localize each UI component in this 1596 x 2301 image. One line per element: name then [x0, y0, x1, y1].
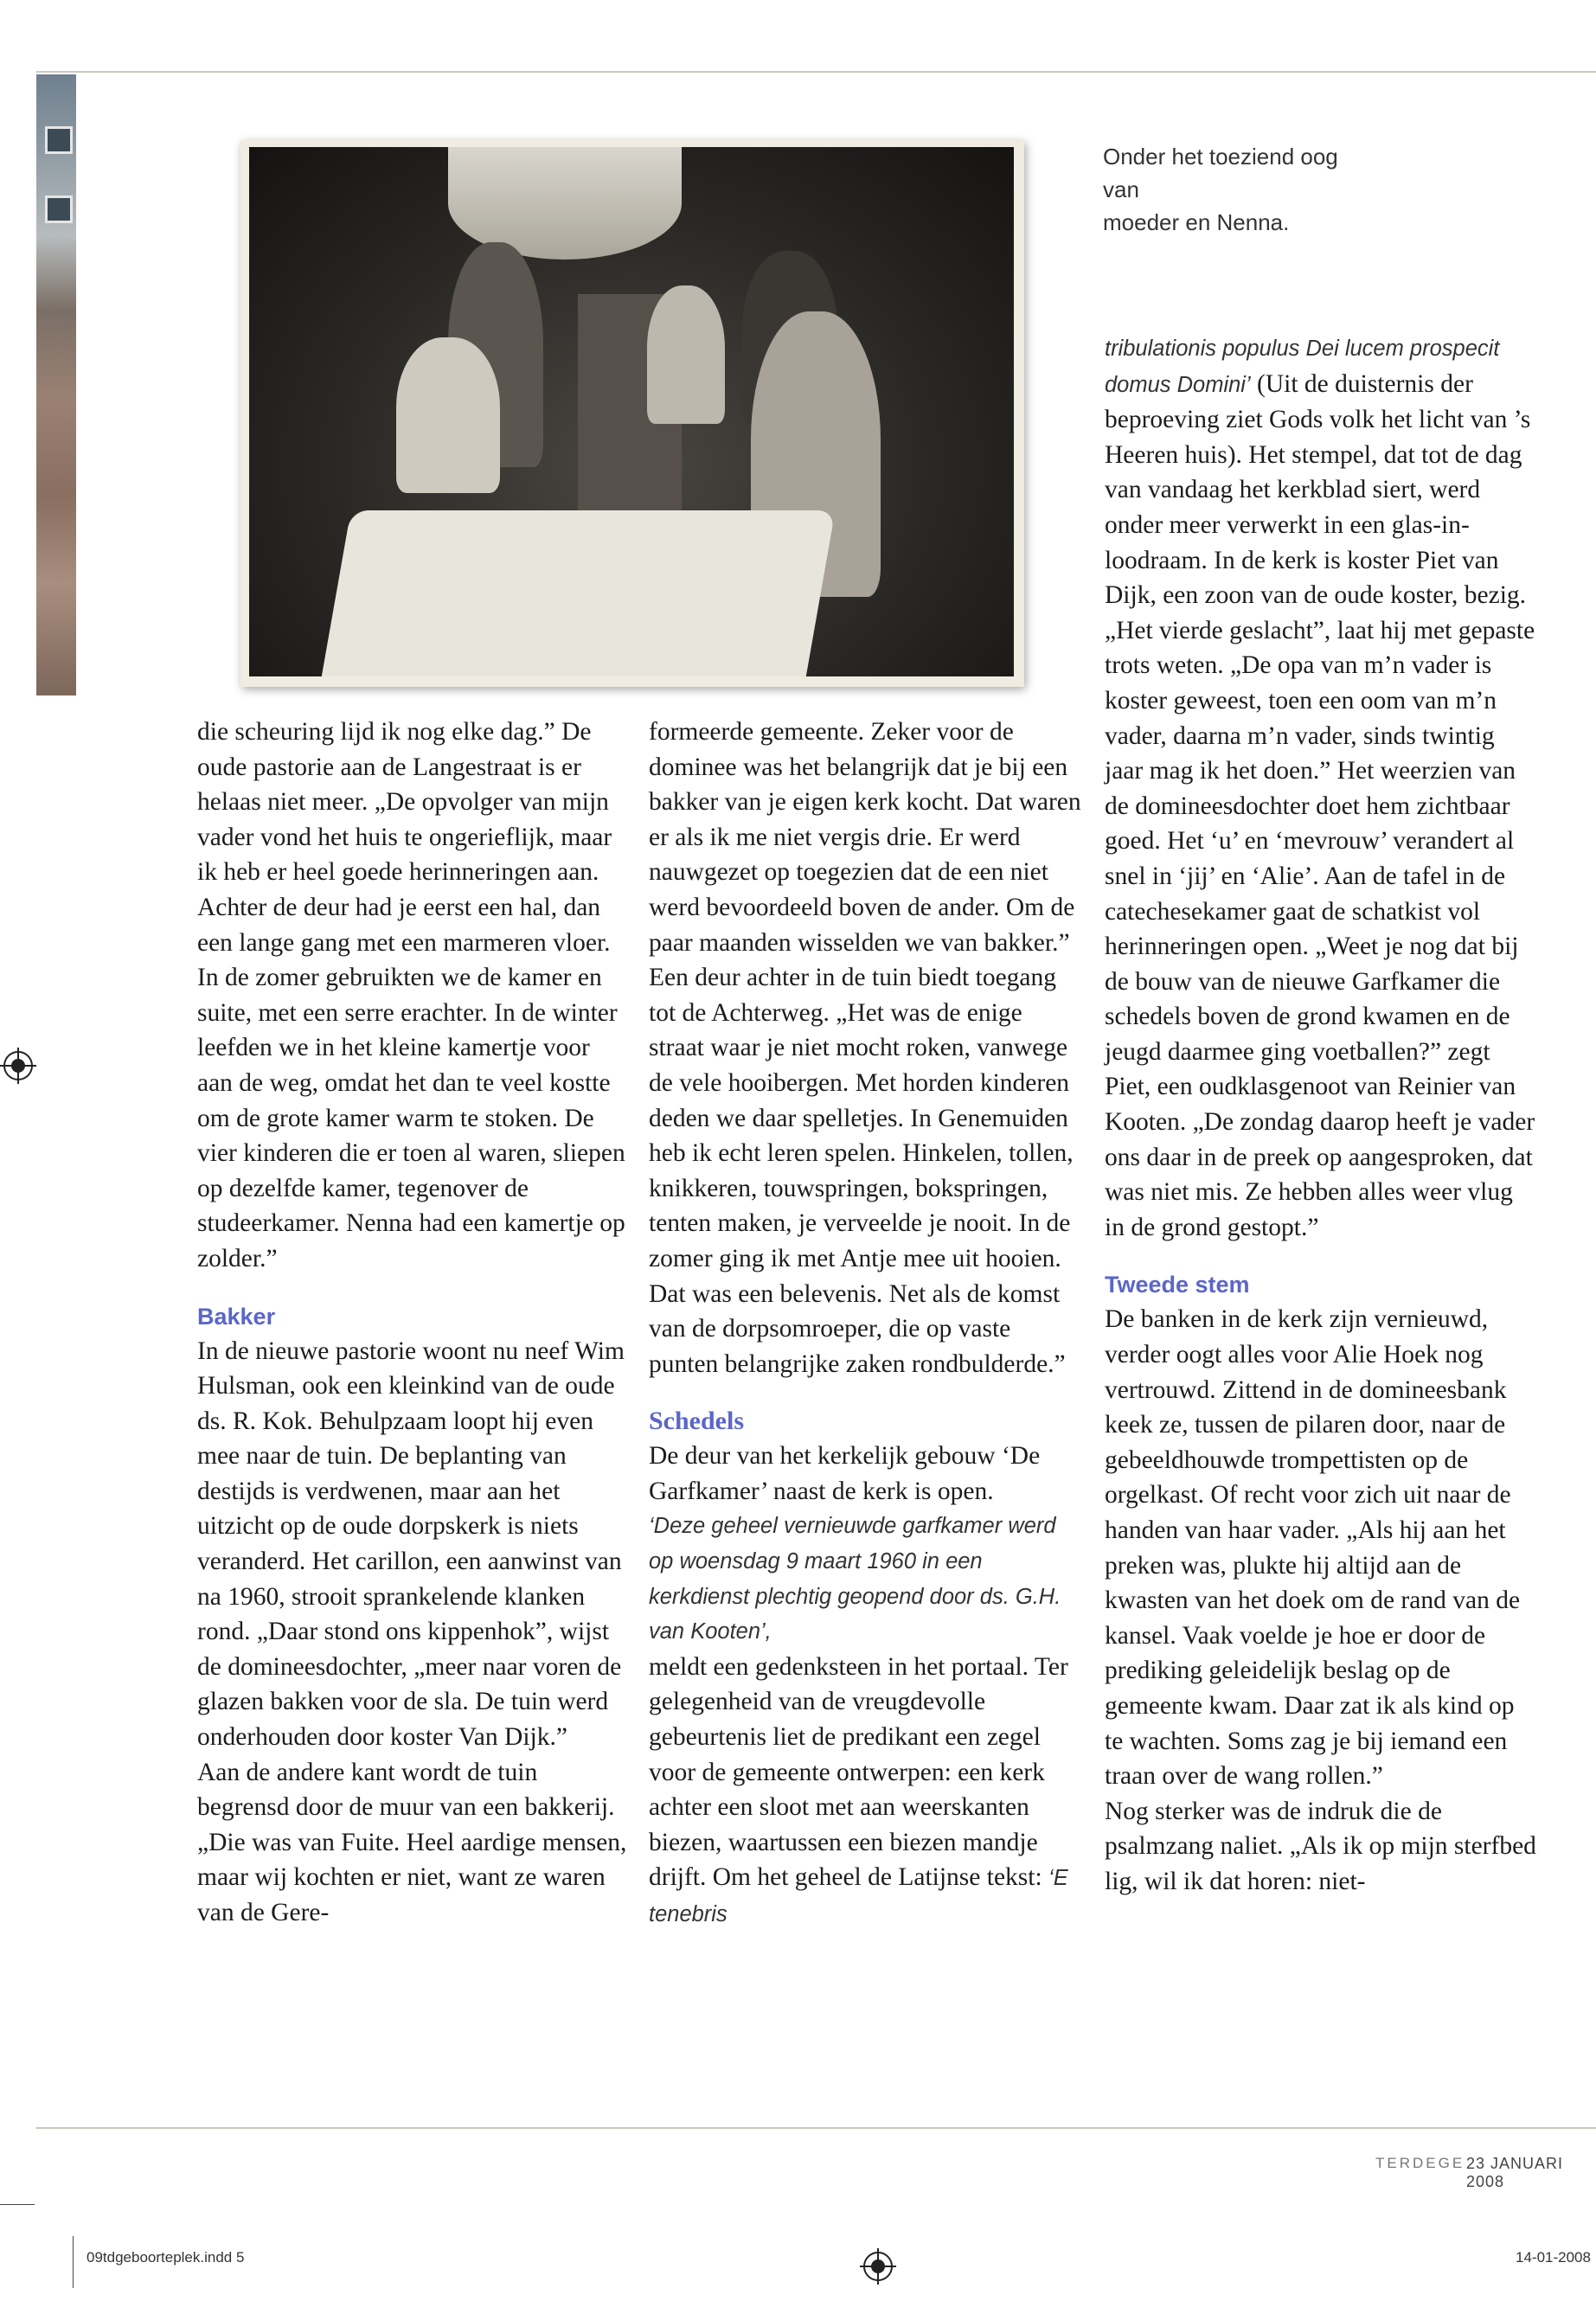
- section-heading-tweede-stem: Tweede stem: [1105, 1272, 1250, 1298]
- registration-mark-icon: [3, 1051, 33, 1080]
- child-figure: [396, 337, 500, 493]
- article-column-3: [1105, 330, 1537, 1900]
- family-photo: [249, 147, 1014, 676]
- inscription-quote: ‘Deze geheel vernieuwde garfkamer werd op woensdag 9 maart 1960 in een kerkdienst plechtig geopend door ds. G.H. van Kooten’,: [649, 1514, 1061, 1644]
- registration-mark-icon: [863, 2252, 893, 2281]
- paragraph: Aan de andere kant wordt de tuin begrensd door de muur van een bakkerij. „Die was van Fuite. Heel aardige mensen, maar wij kochten er niet, want ze waren van de Gere-: [197, 1758, 627, 1926]
- family-photo-frame: [240, 140, 1024, 687]
- paragraph: die scheuring lijd ik nog elke dag.” De oude pastorie aan de Langestraat is er helaas niet meer. „De opvolger van mijn vader vond het huis te ongerieflijk, maar ik heb er heel goede herinneringen aan. Achter de deur had je eerst een hal, dan een lange gang met een marmeren vloer. In de zomer gebruikten we de kamer en suite, met een serre erachter. In de winter leefden we in het kleine kamertje voor aan de weg, omdat het dan te veel kostte om de grote kamer warm te stoken. De vier kinderen die er toen al waren, sliepen op dezelfde kamer, tegenover de studeerkamer. Nenna had een kamertje op zolder.”: [197, 718, 625, 1272]
- magazine-name: TERDEGE: [1375, 2155, 1465, 2171]
- section-heading-bakker: Bakker: [197, 1303, 276, 1330]
- caption-line: moeder en Nenna.: [1103, 209, 1290, 235]
- paragraph: In de nieuwe pastorie woont nu neef Wim Hulsman, ook een kleinkind van de oude ds. R. Kok. Behulpzaam loopt hij even mee naar de tuin. De beplanting van destijds is verdwenen, maar aan het uitzicht op de oude dorpskerk is niets veranderd. Het carillon, een aanwinst van na 1960, strooit sprankelende klanken rond. „Daar stond ons kippenhok”, wijst de domineesdochter, „meer naar voren de glazen bakken voor de sla. De tuin werd onderhouden door koster Van Dijk.”: [197, 1336, 625, 1752]
- window-shape: [45, 195, 73, 223]
- section-heading-schedels: Schedels: [649, 1407, 745, 1436]
- paragraph: [649, 1650, 1081, 1932]
- paragraph: formeerde gemeente. Zeker voor de dominee was het belangrijk dat je bij een bakker van je eigen kerk kocht. Dat waren er als ik me niet vergis drie. Er werd nauwgezet op toegezien dat de een niet werd bevoordeeld boven de ander. Om de paar maanden wisselden we van bakker.” Een deur achter in de tuin biedt toegang tot de Achterweg. „Het was de enige straat waar je niet mocht roken, vanwege de vele hooibergen. Met horden kinderen deden we daar spelletjes. In Genemuiden heb ik echt leren spelen. Hinkelen, tollen, knikkeren, touwspringen, bokspringen, tenten maken, je verveelde je nooit. In de zomer ging ik met Antje mee uit hooien. Dat was een belevenis. Net als de komst van de dorpsomroeper, die op vaste punten belangrijke zaken rondbulderde.”: [649, 718, 1081, 1378]
- article-column-2: [649, 715, 1081, 1932]
- table-shape: [320, 510, 835, 676]
- adjacent-page-photo-strip: [36, 74, 76, 695]
- slug-print-date: 14-01-2008: [1516, 2249, 1591, 2266]
- photo-caption: [1103, 140, 1380, 239]
- top-rule: [36, 71, 1596, 73]
- issue-date: 23 JANUARI 2008: [1466, 2155, 1564, 2190]
- bottom-rule: [36, 2127, 1596, 2129]
- paragraph: De deur van het kerkelijk gebouw ‘De Garfkamer’ naast de kerk is open.: [649, 1442, 1041, 1505]
- ceiling-lamp-shape: [448, 147, 682, 260]
- crop-mark-icon: [0, 2204, 35, 2205]
- article-column-1: [197, 715, 630, 1931]
- paragraph: De banken in de kerk zijn vernieuwd, verder oogt alles voor Alie Hoek nog vertrouwd. Zittend in de domineesbank keek ze, tussen de pilaren door, naar de gebeeldhouwde trompettisten op de orgelkast. Of recht voor zich uit naar de handen van haar vader. „Als hij aan het preken was, plukte hij altijd aan de kwasten van het doek om de rand van de kansel. Vaak voelde je hoe er door de prediking geleidelijk beslag op de gemeente kwam. Daar zat ik als kind op te wachten. Soms zag je bij iemand een traan over de wang rollen.”: [1105, 1305, 1521, 1791]
- child-figure: [647, 285, 725, 424]
- paragraph-text: meldt een gedenksteen in het portaal. Ter gelegenheid van de vreugdevolle gebeurtenis liet de predikant een zegel voor de gemeente ontwerpen: een kerk achter een sloot met aan weerskanten biezen, waartussen een biezen mandje drijft. Om het geheel de Latijnse tekst:: [649, 1652, 1068, 1892]
- crop-mark-icon: [73, 2236, 74, 2288]
- paragraph: Nog sterker was de indruk die de psalmzang naliet. „Als ik op mijn sterfbed lig, wil ik dat horen: niet-: [1105, 1797, 1536, 1895]
- latin-quote-start: ‘E tenebris: [649, 1866, 1068, 1926]
- paragraph: [1105, 330, 1537, 1245]
- caption-line: Onder het toeziend oog van: [1103, 144, 1338, 202]
- slug-filename: 09tdgeboorteplek.indd 5: [87, 2249, 245, 2266]
- window-shape: [45, 126, 73, 154]
- latin-quote-end: tribulationis populus Dei lucem prospecit domus Domini’: [1105, 336, 1500, 397]
- paragraph-text: (Uit de duisternis der beproeving ziet Gods volk het licht van ’s Heeren huis). Het stempel, dat tot de dag van vandaag het kerkblad siert, werd onder meer verwerkt in een glas-in-loodraam. In de kerk is koster Piet van Dijk, een zoon van de oude koster, bezig. „Het vierde geslacht”, laat hij met gepaste trots weten. „De opa van m’n vader is koster geweest, toen een oom van m’n vader, daarna m’n vader, sinds twintig jaar mag ik het doen.” Het weerzien van de domineesdochter doet hem zichtbaar goed. Het ‘u’ en ‘mevrouw’ verandert al snel in ‘jij’ en ‘Alie’. Aan de tafel in de catechesekamer gaat de schatkist vol herinneringen open. „Weet je nog dat bij de bouw van de nieuwe Garfkamer die schedels boven de grond kwamen en de jeugd daarmee ging voetballen?” zegt Piet, een oudklasgenoot van Reinier van Kooten. „De zondag daarop heeft je vader ons daar in de preek op aangesproken, dat was niet mis. Ze hebben alles weer vlug in de grond gestopt.”: [1105, 369, 1535, 1241]
